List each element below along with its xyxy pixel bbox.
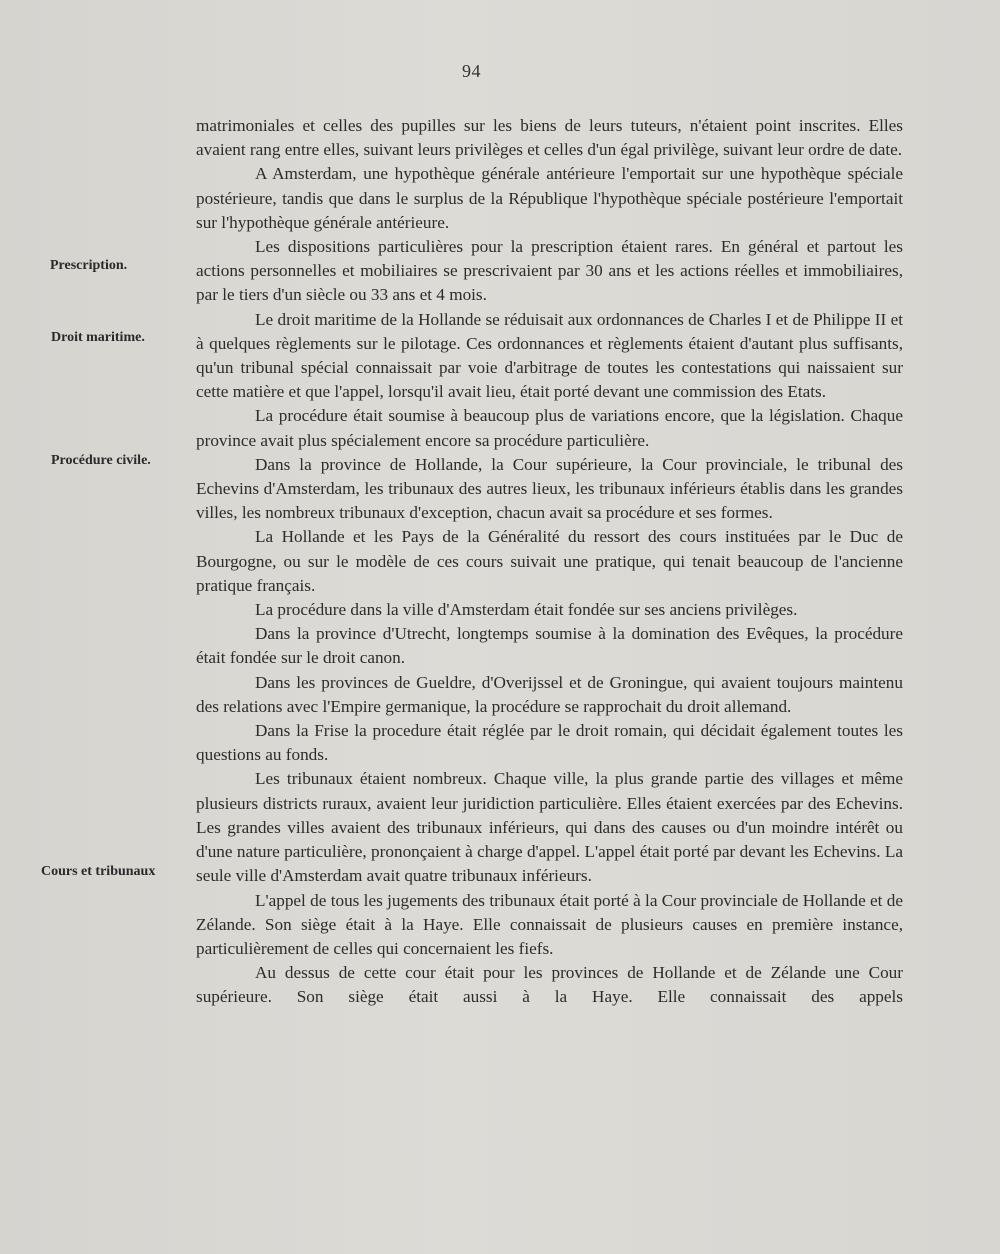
paragraph: La procédure dans la ville d'Amsterdam était fondée sur ses anciens privilèges. <box>255 600 798 620</box>
main-text <box>196 114 903 1010</box>
paragraph: L'appel de tous les jugements des tribunaux était porté à la Cour provinciale de Hollande et de Zélande. Son siège était à la Haye. Elle connaissait de plusieurs causes en première instance, particulièrement de celles qui concernaient les fiefs. <box>196 890 903 958</box>
paragraph: A Amsterdam, une hypothèque générale antérieure l'emportait sur une hypothèque spéciale postérieure, tandis que dans le surplus de la République l'hypothèque spéciale postérieure l'emportait sur l'hypothèque générale antérieure. <box>196 164 903 232</box>
paragraph: Dans les provinces de Gueldre, d'Overijssel et de Groningue, qui avaient toujours maintenu des relations avec l'Empire germanique, la procédure se rapprochait du droit allemand. <box>196 672 903 716</box>
margin-note-procedure-civile: Procédure civile. <box>51 453 151 468</box>
paragraph: Les dispositions particulières pour la prescription étaient rares. En général et partout les actions personnelles et mobiliaires se prescrivaient par 30 ans et les actions réelles et immobiliaires, par le tiers d'un siècle ou 33 ans et 4 mois. <box>196 237 903 305</box>
paragraph: La procédure était soumise à beaucoup plus de variations encore, que la législation. Chaque province avait plus spécialement encore sa procédure particulière. <box>196 406 903 450</box>
paragraph: Au dessus de cette cour était pour les provinces de Hollande et de Zélande une Cour supérieure. Son siège était aussi à la Haye. Elle connaissait des appels <box>196 963 903 1007</box>
paragraph: Les tribunaux étaient nombreux. Chaque ville, la plus grande partie des villages et même plusieurs districts ruraux, avaient leur juridiction particulière. Elles étaient exercées par des Echevins. Les grandes villes avaient des tribunaux inférieurs, qui dans des causes ou d'un moindre intérêt ou d'une nature particulière, prononçaient à charge d'appel. L'appel était porté par devant les Echevins. La seule ville d'Amsterdam avait quatre tribunaux inférieurs. <box>196 769 903 886</box>
paragraph: Dans la Frise la procedure était réglée par le droit romain, qui décidait également toutes les questions au fonds. <box>196 721 903 765</box>
paragraph: Le droit maritime de la Hollande se réduisait aux ordonnances de Charles I et de Philippe II et à quelques règlements sur le pilotage. Ces ordonnances et règlements étaient d'autant plus suffisants, qu'un tribunal spécial connaissait par voie d'arbitrage de toutes les contestations qui naissaient sur cette matière et que l'appel, lorsqu'il avait lieu, était porté devant une commission des Etats. <box>196 309 903 402</box>
page-number: 94 <box>462 61 481 81</box>
paragraph: matrimoniales et celles des pupilles sur les biens de leurs tuteurs, n'étaient point inscrites. Elles avaient rang entre elles, suivant leurs privilèges et celles d'un égal privilège, suivant leur ordre de date. <box>196 116 903 160</box>
margin-notes <box>0 0 185 1254</box>
paragraph: La Hollande et les Pays de la Généralité du ressort des cours instituées par le Duc de Bourgogne, ou sur le modèle de ces cours suivait une pratique, qui tenait beaucoup de l'ancienne pratique français. <box>196 527 903 595</box>
margin-note-cours-et-tribunaux: Cours et tribunaux <box>41 864 156 879</box>
margin-note-droit-maritime: Droit maritime. <box>51 330 145 345</box>
paragraph: Dans la province de Hollande, la Cour supérieure, la Cour provinciale, le tribunal des Echevins d'Amsterdam, les tribunaux des autres lieux, les tribunaux inférieurs établis dans les grandes villes, les nombreux tribunaux d'exception, chacun avait sa procédure et ses formes. <box>196 454 903 523</box>
margin-note-prescription: Prescription. <box>50 258 128 273</box>
paragraph: Dans la province d'Utrecht, longtemps soumise à la domination des Evêques, la procédure était fondée sur le droit canon. <box>196 624 903 668</box>
